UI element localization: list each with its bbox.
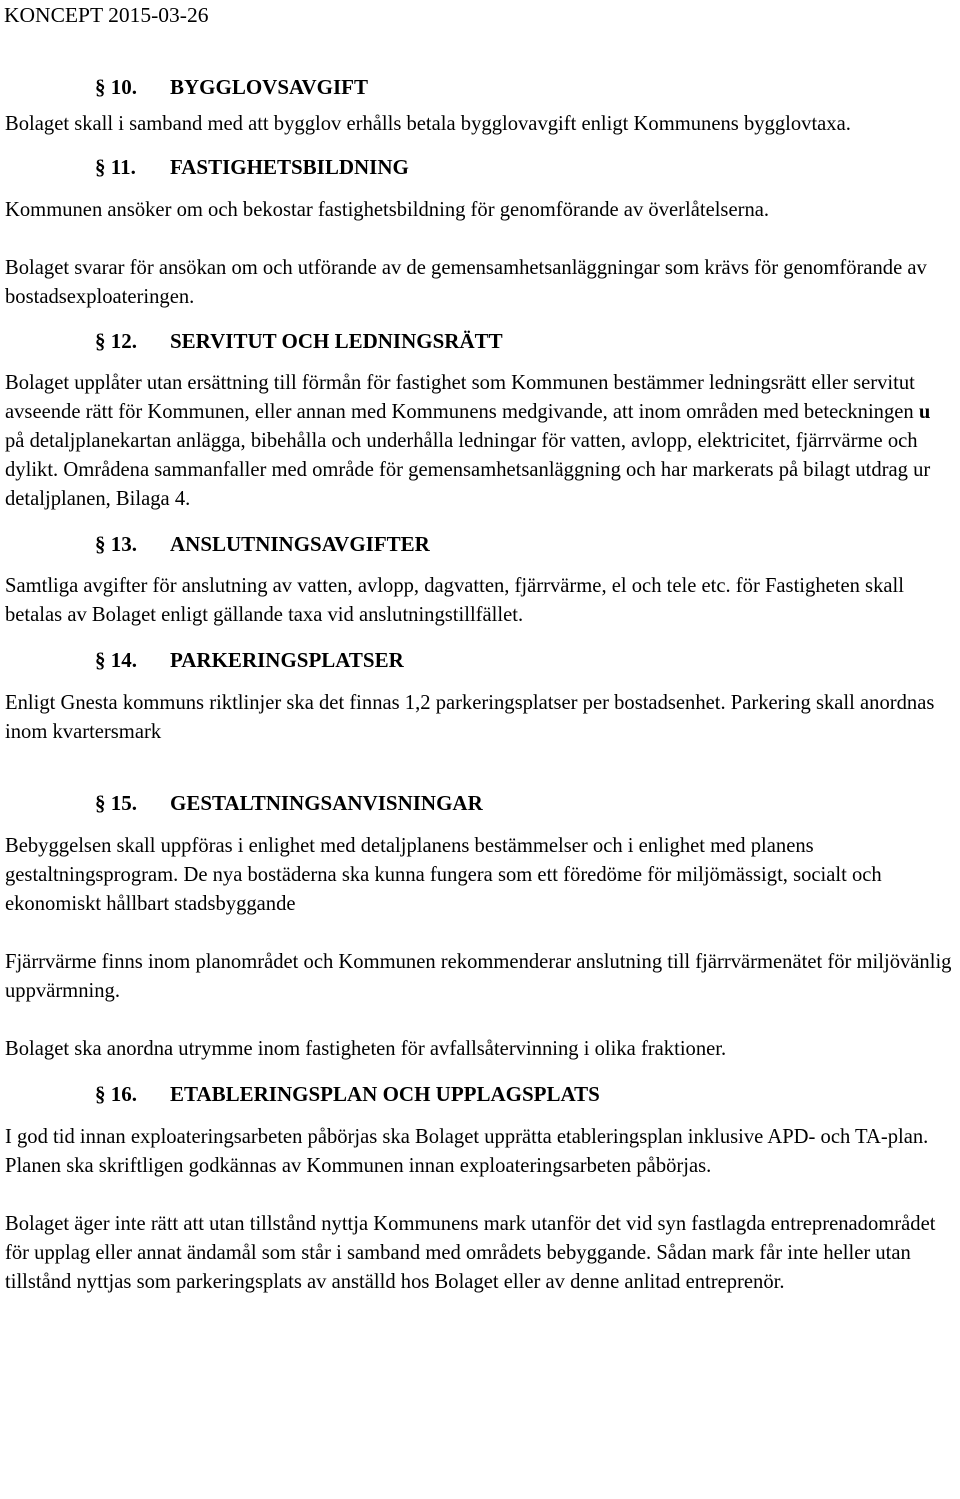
section-paragraph: Bebyggelsen skall uppföras i enlighet med detaljplanens bestämmelser och i enlighet med planens gestaltningsprogram. De nya bostäderna ska kunna fungera som ett föredöme för miljömässigt, socialt och ekonomiskt hållbart stadsbyggande: [5, 835, 882, 915]
section-title: BYGGLOVSAVGIFT: [170, 75, 368, 99]
section-sign-icon: §: [95, 75, 106, 99]
section-number: § 11.: [95, 155, 136, 179]
section-heading-15: [5, 789, 953, 817]
section-sign-icon: §: [95, 532, 106, 556]
section-paragraph: Bolaget svarar för ansökan om och utförande av de gemensamhetsanläggningar som krävs för genomförande av bostadsexploateringen.: [5, 257, 927, 308]
document-body: [5, 73, 953, 1297]
paragraph-text: på detaljplanekartan anlägga, bibehålla och underhålla ledningar för vatten, avlopp, elektricitet, fjärrvärme och dylikt. Områdena sammanfaller med område för gemensamhetsanläggning och har markerats på bilagt utdrag ur detaljplanen, Bilaga 4.: [5, 430, 931, 510]
section-heading-10: [5, 73, 953, 101]
section-sign-icon: §: [95, 1082, 106, 1106]
section-sign-icon: §: [95, 791, 106, 815]
section-number: § 12.: [95, 329, 137, 353]
section-paragraph: I god tid innan exploateringsarbeten påbörjas ska Bolaget upprätta etableringsplan inklusive APD- och TA-plan. Planen ska skriftligen godkännas av Kommunen innan exploateringsarbeten påbörjas.: [5, 1126, 929, 1177]
section-sign-icon: §: [95, 648, 106, 672]
section-title: ANSLUTNINGSAVGIFTER: [170, 532, 430, 556]
section-title: PARKERINGSPLATSER: [170, 648, 404, 672]
section-paragraph: Fjärrvärme finns inom planområdet och Kommunen rekommenderar anslutning till fjärrvärmenätet för miljövänlig uppvärmning.: [5, 951, 952, 1002]
section-heading-13: [5, 530, 953, 558]
section-heading-16: [5, 1080, 953, 1108]
section-heading-12: [5, 327, 953, 355]
section-paragraph: Kommunen ansöker om och bekostar fastighetsbildning för genomförande av överlåtelserna.: [5, 199, 770, 221]
paragraph-text: Bolaget upplåter utan ersättning till förmån för fastighet som Kommunen bestämmer ledningsrätt eller servitut avseende rätt för Kommunen, eller annan med Kommunens medgivande, att inom områden med beteckningen: [5, 372, 915, 423]
section-paragraph: Bolaget äger inte rätt att utan tillstånd nyttja Kommunens mark utanför det vid syn fastlagda entreprenadområdet för upplag eller annat ändamål som står i samband med områdets bebyggande. Sådan mark får inte heller utan tillstånd nyttjas som parkeringsplats av anställd hos Bolaget eller av denne anlitad entreprenör.: [5, 1213, 936, 1293]
section-number: § 15.: [95, 791, 137, 815]
section-title: FASTIGHETSBILDNING: [170, 155, 409, 179]
section-paragraph: Bolaget ska anordna utrymme inom fastigheten för avfallsåtervinning i olika fraktioner.: [5, 1038, 727, 1060]
section-sign-icon: §: [95, 329, 106, 353]
section-number: § 10.: [95, 75, 137, 99]
section-number: § 14.: [95, 648, 137, 672]
section-title: GESTALTNINGSANVISNINGAR: [170, 791, 483, 815]
section-paragraph: [5, 369, 953, 514]
designation-marker: u: [918, 401, 931, 423]
section-number: § 16.: [95, 1082, 137, 1106]
section-title: ETABLERINGSPLAN OCH UPPLAGSPLATS: [170, 1082, 600, 1106]
section-paragraph: Enligt Gnesta kommuns riktlinjer ska det finnas 1,2 parkeringsplatser per bostadsenhet. Parkering skall anordnas inom kvartersmark: [5, 692, 935, 743]
section-heading-14: [5, 646, 953, 674]
section-paragraph: Samtliga avgifter för anslutning av vatten, avlopp, dagvatten, fjärrvärme, el och tele etc. för Fastigheten skall betalas av Bolaget enligt gällande taxa vid anslutningstillfället.: [5, 575, 904, 626]
section-sign-icon: §: [95, 155, 106, 179]
draft-date-label: KONCEPT 2015-03-26: [4, 3, 209, 27]
section-heading-11: [5, 153, 953, 181]
section-number: § 13.: [95, 532, 137, 556]
section-title: SERVITUT OCH LEDNINGSRÄTT: [170, 329, 503, 353]
section-paragraph: Bolaget skall i samband med att bygglov erhålls betala bygglovavgift enligt Kommunens bygglovtaxa.: [5, 113, 851, 135]
